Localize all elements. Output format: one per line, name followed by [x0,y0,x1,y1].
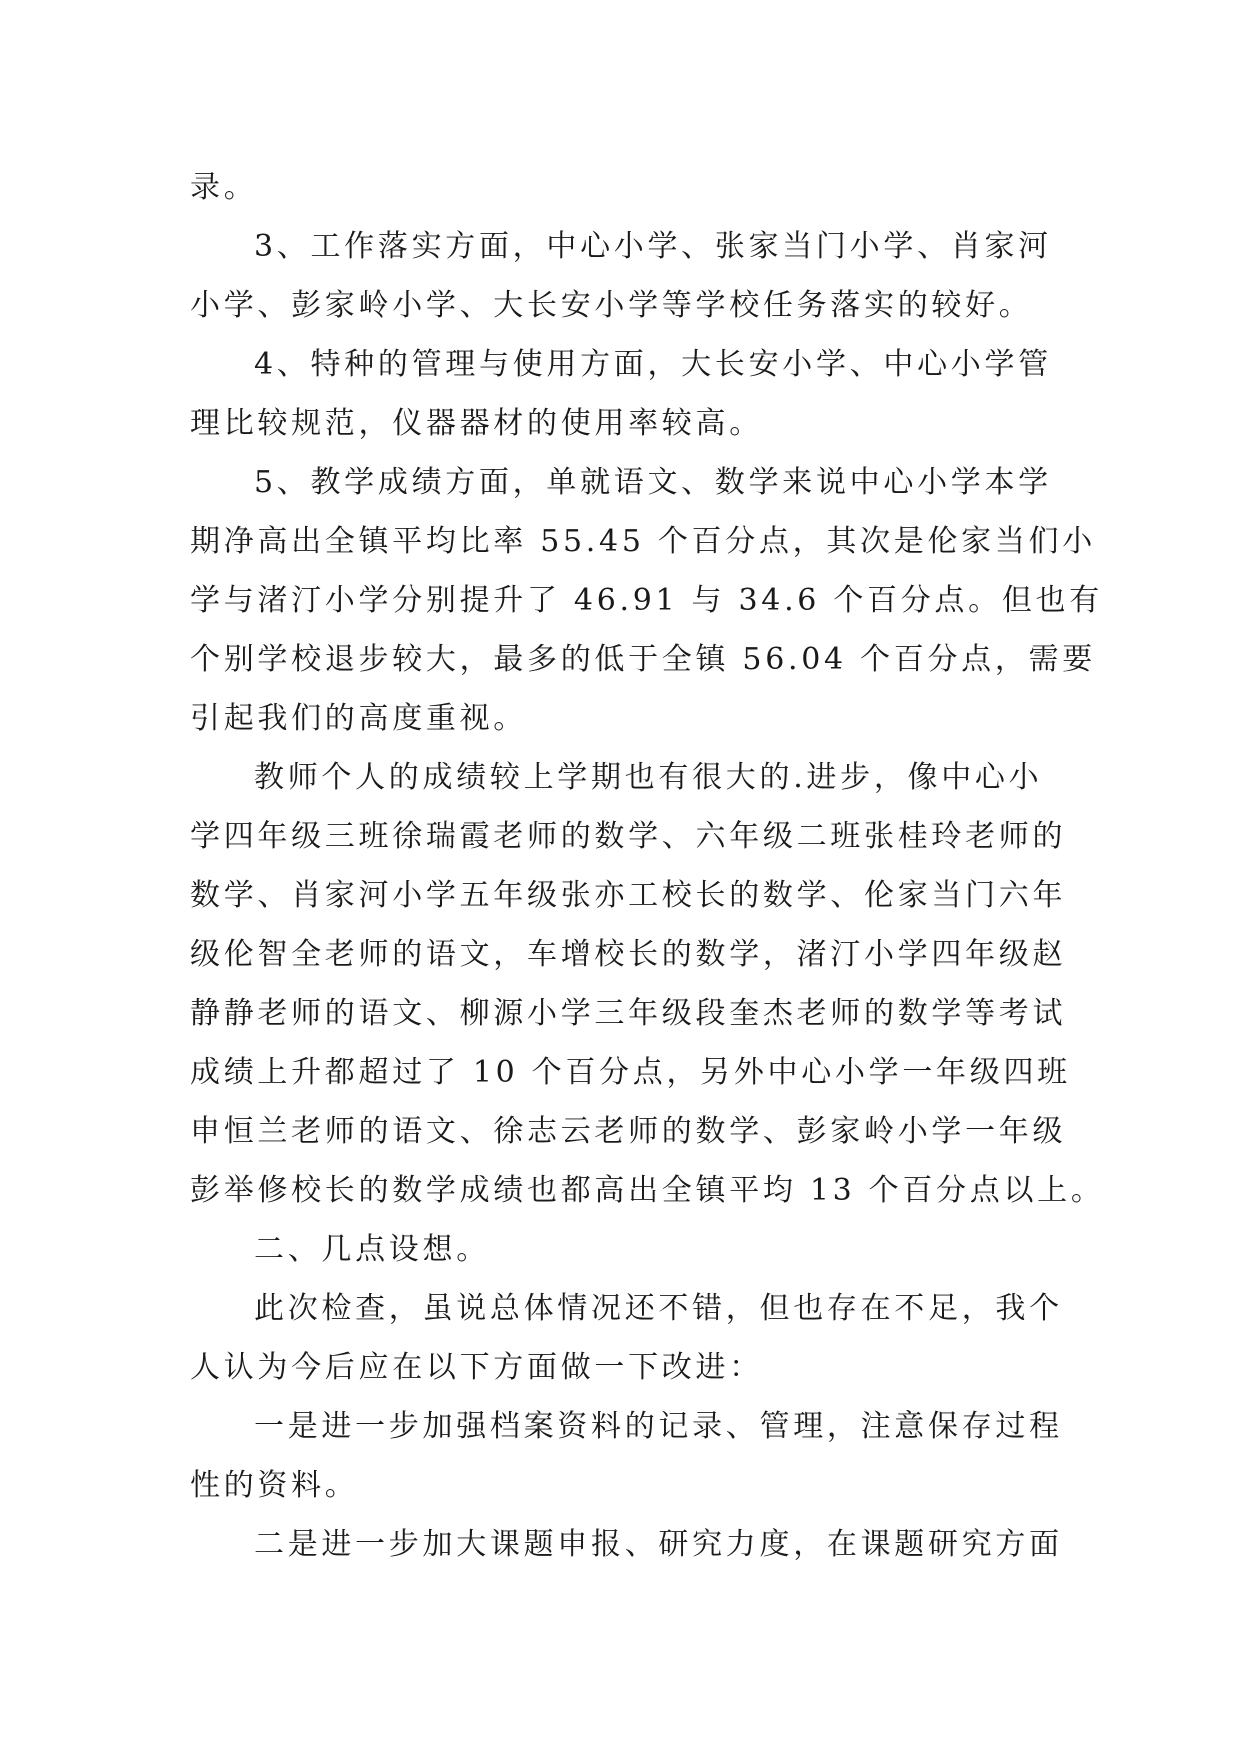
body-line: 学与渚汀小学分别提升了 46.91 与 34.6 个百分点。但也有 [190,583,1103,618]
body-line: 彭举修校长的数学成绩也都高出全镇平均 13 个百分点以上。 [190,1173,1105,1208]
body-line: 性的资料。 [190,1468,359,1503]
paragraph-line-first: 教师个人的成绩较上学期也有很大的.进步，像中心小 [254,760,1043,795]
body-line: 小学、彭家岭小学、大长安小学等学校任务落实的较好。 [190,288,1033,323]
body-line: 学四年级三班徐瑞霞老师的数学、六年级二班张桂玲老师的 [190,819,1067,854]
body-line: 人认为今后应在以下方面做一下改进： [190,1350,763,1385]
body-line: 理比较规范，仪器器材的使用率较高。 [190,406,763,441]
paragraph-line-first: 一是进一步加强档案资料的记录、管理，注意保存过程 [254,1409,1063,1444]
body-line: 引起我们的高度重视。 [190,701,527,736]
body-line: 录。 [190,170,258,205]
section-heading: 二、几点设想。 [254,1232,490,1267]
paragraph-line-first: 二是进一步加大课题申报、研究力度，在课题研究方面 [254,1527,1063,1562]
body-line: 数学、肖家河小学五年级张亦工校长的数学、伦家当门六年 [190,878,1067,913]
paragraph-line-first: 4、特种的管理与使用方面，大长安小学、中心小学管 [254,347,1052,382]
paragraph-line-first: 3、工作落实方面，中心小学、张家当门小学、肖家河 [254,229,1052,264]
body-line: 个别学校退步较大，最多的低于全镇 56.04 个百分点，需要 [190,642,1096,677]
paragraph-line-first: 5、教学成绩方面，单就语文、数学来说中心小学本学 [254,465,1052,500]
body-line: 成绩上升都超过了 10 个百分点，另外中心小学一年级四班 [190,1055,1071,1090]
body-line: 申恒兰老师的语文、徐志云老师的数学、彭家岭小学一年级 [190,1114,1067,1149]
body-line: 静静老师的语文、柳源小学三年级段奎杰老师的数学等考试 [190,996,1067,1031]
document-body [190,158,1105,1574]
body-line: 级伦智全老师的语文，车增校长的数学，渚汀小学四年级赵 [190,937,1067,972]
paragraph-line-first: 此次检查，虽说总体情况还不错，但也存在不足，我个 [254,1291,1063,1326]
body-line: 期净高出全镇平均比率 55.45 个百分点，其次是伦家当们小 [190,524,1096,559]
